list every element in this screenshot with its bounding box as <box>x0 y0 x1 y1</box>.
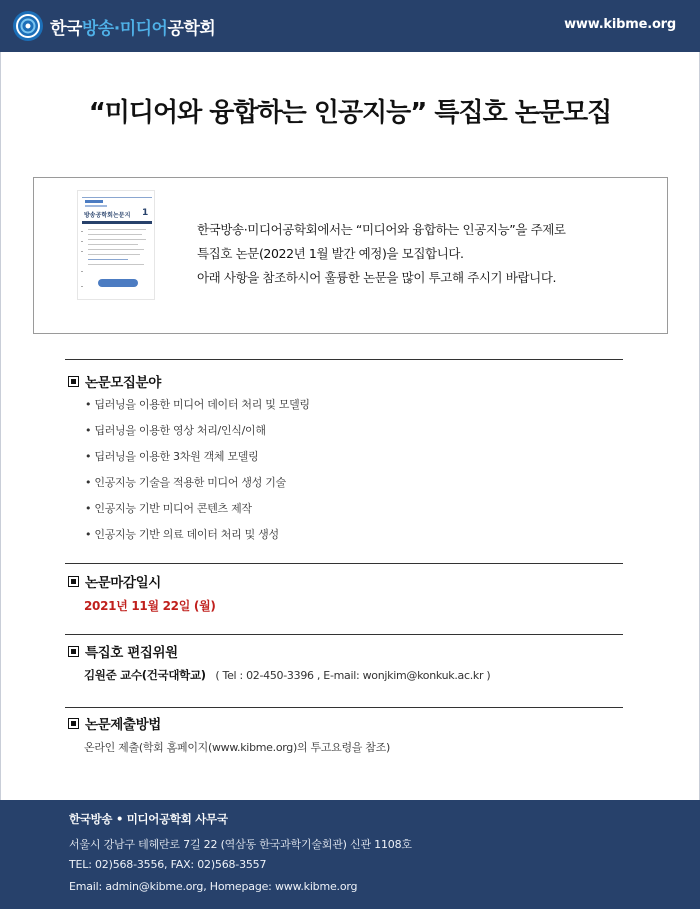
list-item: • 딥러닝을 이용한 미디어 데이터 처리 및 모델링 <box>85 398 310 411</box>
list-item: • 딥러닝을 이용한 3차원 객체 모델링 <box>85 450 259 463</box>
list-item: • 딥러닝을 이용한 영상 처리/인식/이해 <box>85 424 266 437</box>
section-heading-submission: 논문제출방법 <box>68 713 161 733</box>
intro-line: 특집호 논문(2022년 1월 발간 예정)을 모집합니다. <box>197 246 464 261</box>
editor-info <box>84 667 490 683</box>
square-bullet-icon <box>68 718 79 729</box>
intro-line: 아래 사항을 참조하시어 훌륭한 논문을 많이 투고해 주시기 바랍니다. <box>197 270 557 285</box>
section-divider <box>65 563 623 564</box>
section-heading-editor: 특집호 편집위원 <box>68 641 178 661</box>
page-title: “미디어와 융합하는 인공지능” 특집호 논문모집 <box>88 98 612 128</box>
square-bullet-icon <box>68 576 79 587</box>
logo-text: 한국방송·미디어공학회 <box>50 18 216 39</box>
editor-contact[interactable]: ( Tel : 02-450-3396 , E-mail: wonjkim@konkuk.ac.kr ) <box>215 669 491 682</box>
kibme-logo-icon <box>12 10 44 42</box>
site-url-link[interactable]: www.kibme.org <box>564 17 676 32</box>
intro-box <box>33 177 668 334</box>
section-heading-fields: 논문모집분야 <box>68 371 161 391</box>
intro-line: 한국방송·미디어공학회에서는 “미디어와 융합하는 인공지능”을 주제로 <box>197 222 566 237</box>
square-bullet-icon <box>68 376 79 387</box>
list-item: • 인공지능 기반 의료 데이터 처리 및 생성 <box>85 528 279 541</box>
intro-text <box>197 218 657 290</box>
list-item: • 인공지능 기반 미디어 콘텐츠 제작 <box>85 502 252 515</box>
journal-cover-image <box>77 190 155 300</box>
section-heading-deadline: 논문마감일시 <box>68 571 161 591</box>
footer <box>0 800 700 909</box>
list-item: • 인공지능 기술을 적용한 미디어 생성 기술 <box>85 476 286 489</box>
cover-journal-name: 방송공학회논문지 <box>84 212 131 219</box>
cover-issue-number: 1 <box>142 208 149 218</box>
footer-address: 서울시 강남구 테헤란로 7길 22 (역삼동 한국과학기술회관) 신관 1108호 <box>69 838 412 851</box>
square-bullet-icon <box>68 646 79 657</box>
section-divider <box>65 634 623 635</box>
footer-phone: TEL: 02)568-3556, FAX: 02)568-3557 <box>69 858 267 871</box>
society-logo[interactable] <box>12 10 215 42</box>
footer-email[interactable]: Email: admin@kibme.org, Homepage: www.kibme.org <box>69 880 358 893</box>
editor-name: 김원준 교수(건국대학교) <box>84 668 206 682</box>
section-divider <box>65 359 623 360</box>
footer-title: 한국방송 • 미디어공학회 사무국 <box>69 812 228 826</box>
deadline-date: 2021년 11월 22일 (월) <box>84 599 216 613</box>
section-divider <box>65 707 623 708</box>
header-bar <box>0 0 700 52</box>
submission-method: 온라인 제출(학회 홈페이지(www.kibme.org)의 투고요령을 참조) <box>84 741 390 754</box>
